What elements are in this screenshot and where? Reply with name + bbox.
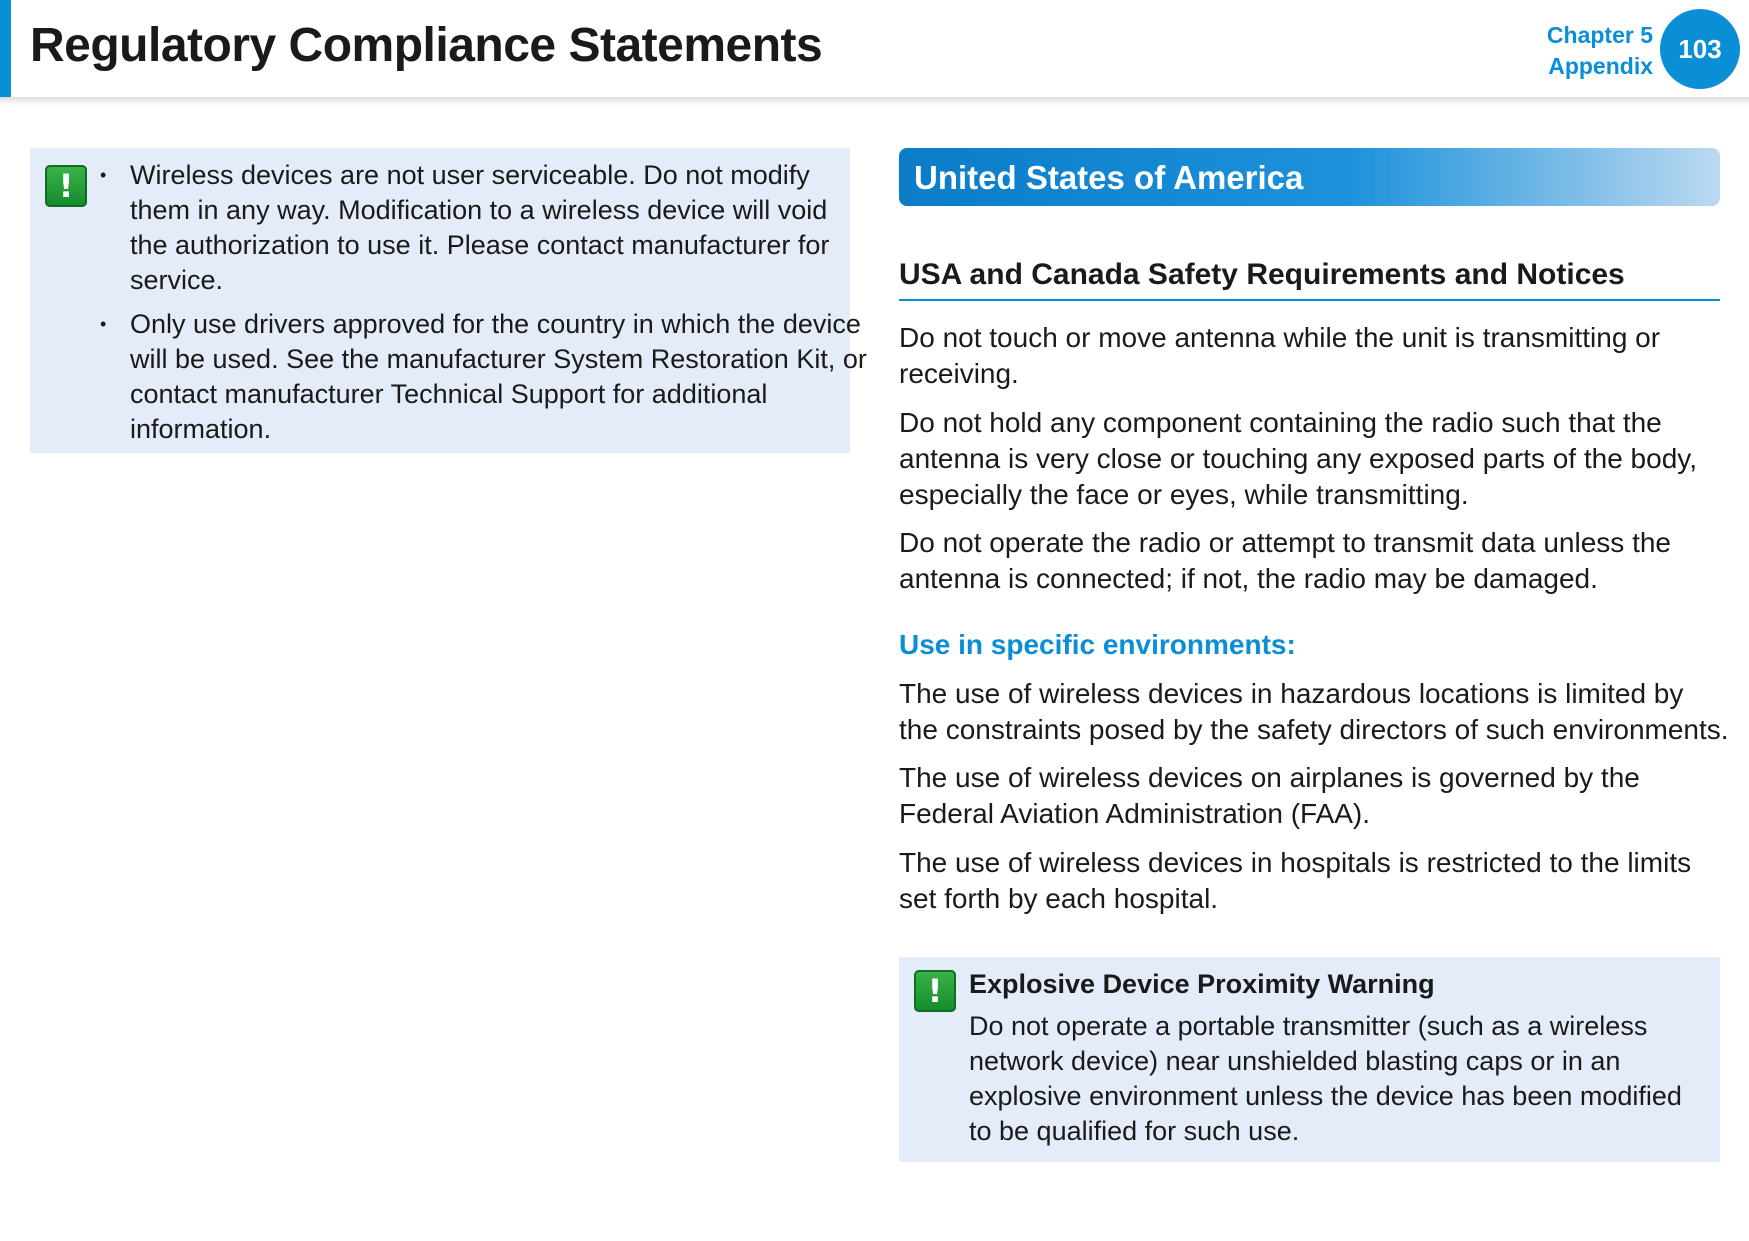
header-accent-bar: [0, 0, 11, 97]
environment-heading: Use in specific environments:: [899, 629, 1296, 660]
paragraph: Do not operate the radio or attempt to transmit data unless the antenna is connected; if not, the radio may be damaged.: [899, 527, 1671, 594]
paragraph: The use of wireless devices in hazardous locations is limited by the constraints posed by the safety directors of such environments.: [899, 678, 1729, 745]
section-label: Appendix: [1548, 53, 1653, 79]
caution-list: [100, 158, 870, 455]
header-divider: [0, 97, 1749, 107]
warning-content: [969, 967, 1709, 1149]
paragraph: The use of wireless devices on airplanes is governed by the Federal Aviation Administration (FAA).: [899, 762, 1640, 829]
page-number-badge: 103: [1660, 9, 1740, 89]
bullet-icon: •: [100, 314, 107, 334]
bullet-icon: •: [100, 165, 107, 185]
warning-body: Do not operate a portable transmitter (such as a wireless network device) near unshielded blasting caps or in an explosive environment unless the device has been modified to be qualified for such use.: [969, 1011, 1682, 1146]
caution-exclamation-icon: !: [45, 165, 87, 207]
paragraph: Do not touch or move antenna while the unit is transmitting or receiving.: [899, 322, 1661, 389]
warning-title: Explosive Device Proximity Warning: [969, 969, 1435, 999]
caution-item: • Only use drivers approved for the country in which the device will be used. See the manufacturer System Restoration Kit, or contact manufacturer Technical Support for additional information.: [100, 309, 867, 444]
section-title: United States of America: [914, 159, 1304, 196]
explosive-warning-box: [899, 957, 1720, 1162]
caution-exclamation-icon: !: [914, 970, 956, 1012]
page-title: Regulatory Compliance Statements: [30, 19, 823, 72]
caution-box: [30, 148, 867, 453]
caution-item: • Wireless devices are not user serviceable. Do not modify them in any way. Modification to a wireless device will void the authorization to use it. Please contact manufacturer for service.: [100, 160, 830, 295]
chapter-label: Chapter 5: [1546, 22, 1653, 48]
section-banner: [899, 148, 1720, 206]
chapter-info: [1547, 20, 1653, 82]
paragraph: The use of wireless devices in hospitals is restricted to the limits set forth by each hospital.: [899, 847, 1692, 914]
subheading-divider: [899, 299, 1720, 301]
subheading: USA and Canada Safety Requirements and Notices: [899, 258, 1625, 291]
paragraph: Do not hold any component containing the radio such that the antenna is very close or touching any exposed parts of the body, especially the face or eyes, while transmitting.: [899, 407, 1697, 510]
